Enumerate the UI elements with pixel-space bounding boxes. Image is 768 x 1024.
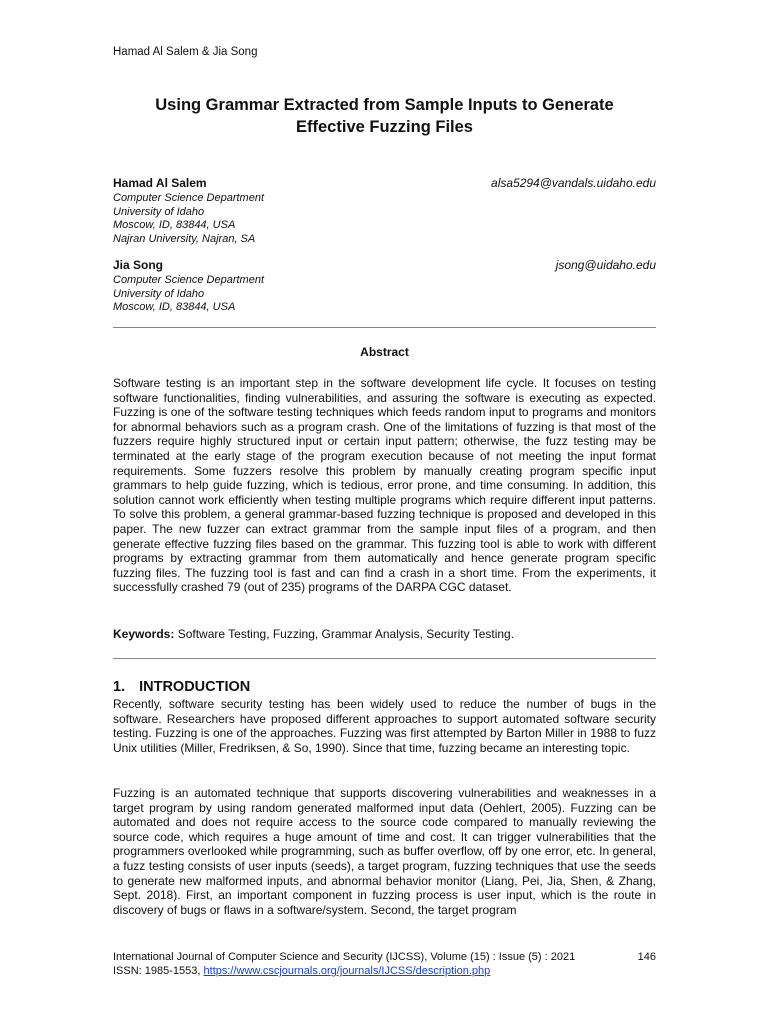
author-affiliation: [113, 192, 656, 246]
abstract-heading: Abstract: [360, 345, 409, 359]
intro-paragraph-2: Fuzzing is an automated technique that supports discovering vulnerabilities and weaknesses in a target program by using random generated malformed input data (Oehlert, 2005). Fuzzing can be automated and does not require access to the source code compared to manually reviewing the source code, which requires a huge amount of time and cost. It can trigger vulnerabilities that the programmers overlooked while programming, such as buffer overflow, off by one error, etc. In general, a fuzz testing consists of user inputs (seeds), a target program, fuzzing techniques that use the seeds to generate new malformed inputs, and abnormal behavior monitor (Liang, Pei, Jia, Shen, & Zhang, Sept. 2018). First, an important component in fuzzing process is user input, which is the route in discovery of bugs or flaws in a software/system. Second, the target program: [113, 786, 656, 917]
divider: [113, 327, 656, 328]
author-name: Hamad Al Salem: [113, 176, 207, 190]
journal-link[interactable]: https://www.cscjournals.org/journals/IJCSS/description.php: [203, 965, 491, 977]
page-number: 146: [637, 951, 656, 963]
paper-title: [113, 94, 656, 138]
affiliation-line: Moscow, ID, 83844, USA: [113, 219, 236, 232]
affiliation-line: Moscow, ID, 83844, USA: [113, 301, 236, 314]
section-title: INTRODUCTION: [139, 679, 251, 695]
affiliation-line: Najran University, Najran, SA: [113, 232, 256, 245]
affiliation-line: Computer Science Department: [113, 192, 265, 204]
page-footer: [113, 950, 656, 978]
author-name: Jia Song: [113, 258, 164, 272]
keywords-label: Keywords:: [113, 627, 175, 641]
running-head: Hamad Al Salem & Jia Song: [113, 46, 258, 58]
section-number: 1.: [113, 679, 126, 695]
author-affiliation: [113, 274, 656, 315]
journal-citation: International Journal of Computer Science and Security (IJCSS), Volume (15) : Issue (5) : 2021: [113, 951, 576, 963]
author-block-2: [113, 258, 656, 315]
issn-text: ISSN: 1985-1553,: [113, 965, 204, 977]
section-heading: [113, 679, 250, 696]
abstract-text: Software testing is an important step in the software development life cycle. It focuses on testing software functionalities, finding vulnerabilities, and assuring the software is executing as expected. Fuzzing is one of the software testing techniques which feeds random input to programs and monitors for abnormal behaviors such as a program crash. One of the limitations of fuzzing is that most of the fuzzers require highly structured input or certain input pattern; otherwise, the fuzz testing may be terminated at the early stage of the program execution because of not meeting the input format requirements. Some fuzzers resolve this problem by manually creating program specific input grammars to help guide fuzzing, which is tedious, error prone, and time consuming. In addition, this solution cannot work efficiently when testing multiple programs which require different input patterns. To solve this problem, a general grammar-based fuzzing technique is proposed and developed in this paper. The new fuzzer can extract grammar from the sample input files of a program, and then generate effective fuzzing files based on the grammar. This fuzzing tool is able to work with different programs by extracting grammar from them automatically and hence generate program specific fuzzing files. The fuzzing tool is fast and can find a crash in a short time. From the experiments, it successfully crashed 79 (out of 235) programs of the DARPA CGC dataset.: [113, 376, 656, 595]
intro-paragraph-1: Recently, software security testing has been widely used to reduce the number of bugs in the software. Researchers have proposed different approaches to support automated software security testing. Fuzzing is one of the approaches. Fuzzing was first attempted by Barton Miller in 1988 to fuzz Unix utilities (Miller, Fredriksen, & So, 1990). Since that time, fuzzing became an interesting topic.: [113, 697, 656, 755]
title-line-2: Effective Fuzzing Files: [296, 118, 473, 136]
keywords-text: Software Testing, Fuzzing, Grammar Analysis, Security Testing.: [174, 627, 515, 641]
author-email: jsong@uidaho.edu: [555, 258, 656, 272]
title-line-1: Using Grammar Extracted from Sample Inputs to Generate: [155, 96, 614, 114]
issn-line: [113, 964, 656, 978]
affiliation-line: University of Idaho: [113, 205, 205, 218]
affiliation-line: University of Idaho: [113, 287, 205, 300]
author-block-1: [113, 176, 656, 246]
divider: [113, 658, 656, 659]
author-email: alsa5294@vandals.uidaho.edu: [491, 176, 656, 190]
affiliation-line: Computer Science Department: [113, 274, 265, 286]
keywords: [113, 627, 656, 642]
